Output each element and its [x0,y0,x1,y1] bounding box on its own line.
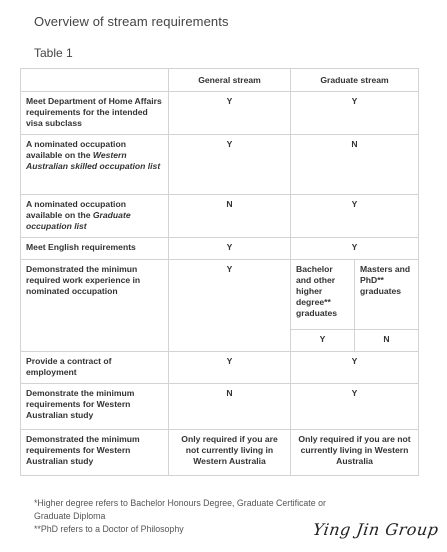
header-graduate-stream: Graduate stream [291,69,419,92]
graduate-value: Y [291,92,419,135]
table-row [21,384,419,430]
table-row [21,352,419,384]
row-label: Demonstrate the minimum requirements for Western Australian study [21,384,169,430]
graduate-value: N [291,135,419,195]
header-general-stream: General stream [169,69,291,92]
table-row [21,135,419,195]
row-label: Meet Department of Home Affairs requirements for the intended visa subclass [21,92,169,135]
row-label: Demonstrated the minimun required work experience in nominated occupation [21,260,169,352]
row-label: Demonstrated the minimum requirements for Western Australian study [21,430,169,476]
row-label: Meet English requirements [21,238,169,260]
page-title: Overview of stream requirements [34,14,229,29]
graduate-sub-bachelor: Bachelor and other higher degree** graduates [291,260,355,330]
footnote-line: *Higher degree refers to Bachelor Honours Degree, Graduate Certificate or [34,498,326,508]
general-value: N [169,195,291,238]
row-label: Provide a contract of employment [21,352,169,384]
general-value: Y [169,238,291,260]
graduate-value: Y [291,352,419,384]
footnote-line: Graduate Diploma [34,511,106,522]
table-row [21,238,419,260]
footnote-line: **PhD refers to a Doctor of Philosophy [34,524,184,535]
general-value: Y [169,92,291,135]
graduate-value: Y [291,384,419,430]
table-title: Table 1 [34,46,73,60]
graduate-value: Y [291,238,419,260]
general-value: Only required if you are not currently living in Western Australia [169,430,291,476]
footnotes [34,497,326,537]
row-label: A nominated occupation available on the Graduate occupation list [21,195,169,238]
row-label: A nominated occupation available on the Western Australian skilled occupation list [21,135,169,195]
table-row [21,430,419,476]
header-blank [21,69,169,92]
general-value: Y [169,352,291,384]
watermark-signature: Ying Jin Group [312,520,441,539]
graduate-sub-masters-value: N [355,330,419,352]
general-value: Y [169,135,291,195]
table-row [21,260,419,330]
table-row [21,195,419,238]
graduate-value: Only required if you are not currently living in Western Australia [291,430,419,476]
graduate-sub-masters: Masters and PhD** graduates [355,260,419,330]
table-row [21,92,419,135]
graduate-value: Y [291,195,419,238]
table-header-row [21,69,419,92]
general-value: Y [169,260,291,352]
requirements-table [20,68,419,476]
graduate-sub-bachelor-value: Y [291,330,355,352]
general-value: N [169,384,291,430]
